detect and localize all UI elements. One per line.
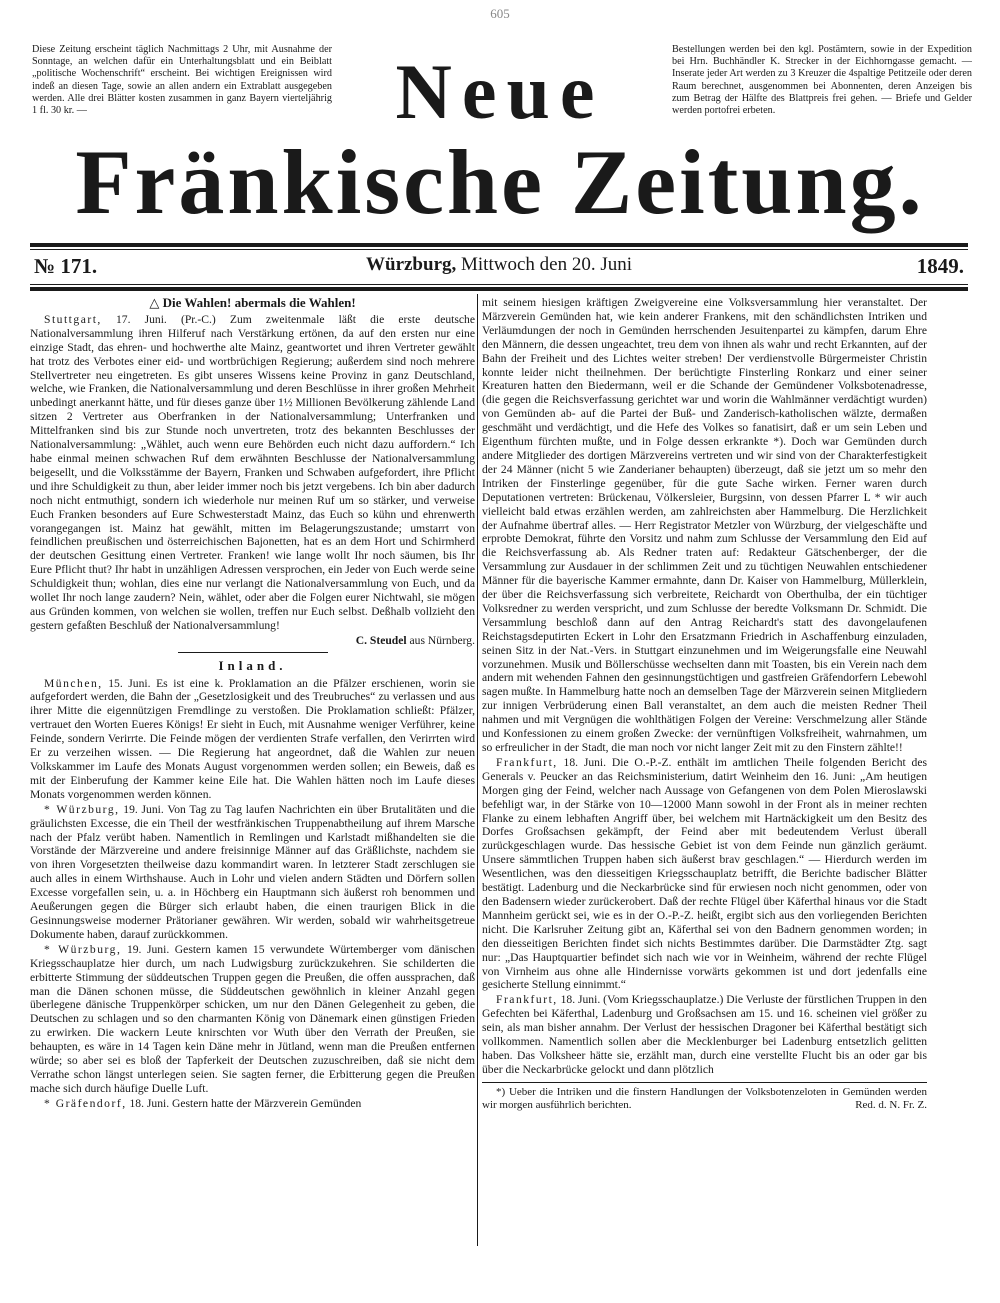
- footnote: *) Ueber die Intriken und die finstern Handlungen der Volksbotenzeloten in Gemünden werden wir morgen ausführlich berichten. Red. d. N. Fr. Z.: [482, 1085, 927, 1111]
- article-place: München,: [44, 676, 103, 690]
- dateline-rule-thin: [30, 284, 968, 285]
- dateline-date: Mittwoch den 20. Juni: [461, 254, 632, 275]
- footnote-divider: [482, 1082, 927, 1083]
- masthead-title-top: Neue: [395, 48, 605, 135]
- left-column: [30, 296, 475, 1286]
- masthead-title-main: Fränkische Zeitung.: [75, 131, 925, 233]
- masthead-rule-top: [30, 243, 968, 247]
- dateline-place: [30, 254, 968, 276]
- footnote-signature: Red. d. N. Fr. Z.: [855, 1098, 927, 1111]
- article-place: Stuttgart,: [44, 312, 102, 326]
- masthead-rule-top-thin: [30, 249, 968, 250]
- article-paragraph: * Würzburg, 19. Juni. Gestern kamen 15 verwundete Würtemberger vom dänischen Kriegsschauplatze hier durch, um nach Ludwigsburg zurückzukehren. Sie schilderten die erbitterte Stimmung der süddeutschen Truppen gegen die Preußen, die offen aussprachen, daß man die Dänen schonen müsse, die Süddeutschen gewöhnlich in kleiner Anzahl gegen überlegene dänische Truppenkörper schicken, um nur den Dänen Gelegenheit zu geben, die Deutschen zu schlagen und so den charmanten König von Dänemark einen günstigen Frieden zu erwirken. Die wackern Leute knirschten vor Wuth über den Verrath der Preußen, sie behaupten, es wäre in 14 Tagen kein Däne mehr in Jütland, wenn man die Preußen entfernen würde; so aber sei es bloß der Tapferkeit der Deutschen zuzuschreiben, daß sie nicht dem Verrathe schon längst unterlegen seien. Sie sagten ferner, die Erbitterung gegen die Preußen mache sich durch häufige Duelle Luft.: [30, 942, 475, 1095]
- article-place: * Gräfendorf,: [44, 1096, 127, 1110]
- signature-place: aus Nürnberg.: [409, 633, 475, 647]
- section-divider: [178, 652, 328, 653]
- issue-year: 1849.: [916, 254, 964, 278]
- article-paragraph: Frankfurt, 18. Juni. (Vom Kriegsschauplatze.) Die Verluste der fürstlichen Truppen in den Gefechten bei Käferthal, Ladenburg und Großsachsen am 15. und 16. scheinen viel größer zu sein, als man bisher annahm. Der Verlust der hessischen Dragoner bei Käferthal bestätigt sich vollkommen. Namentlich sollen aber die Mecklenburger bei Ladenburg entsetzlich gelitten haben. Das Volksheer hätte sie, erzählt man, durch eine verstellte Flucht bis an oder gar bis über die Neckarbrücke gelockt und dann plötzlich: [482, 993, 927, 1076]
- article-place: * Würzburg,: [44, 802, 120, 816]
- article-headline: △ Die Wahlen! abermals die Wahlen!: [149, 296, 356, 310]
- article-paragraph: * Würzburg, 19. Juni. Von Tag zu Tag laufen Nachrichten ein über Brutalitäten und die gräulichsten Excesse, die ein Theil der westfränkischen Truppenabtheilung auf ihrem Marsche nach der Pfalz verübt haben. Namentlich in Remlingen und Karlstadt mißhandelten sie die Vorstände der Märzvereine und andere freisinnige Männer auf das Gräßlichste, nachdem sie von ihren Vorgesetzten theilweise dazu kommandirt waren. In letzterer Stadt zerschlugen sie auch alles in einem Wirthshause. Auch in Lohr und vielen andern Städten und Dörfern sollen Excesse vorgefallen sein, u. a. in Höchberg ein Hauptmann sich äußerst roh benommen und Aeußerungen gegen die Bürger sich erlaubt haben, die einen traurigen Blick in die Gesinnungsweise moderner Prätorianer gewähren. Wir werden, sobald wir wahrheitsgetreue Dokumente haben, darauf zurückkommen.: [30, 802, 475, 941]
- article-place: Frankfurt,: [496, 993, 558, 1007]
- section-heading-inland: Inland.: [218, 657, 287, 673]
- dateline: [30, 254, 968, 282]
- right-column: [482, 296, 927, 1286]
- masthead: [28, 22, 972, 240]
- article-paragraph: Frankfurt, 18. Juni. Die O.-P.-Z. enthält im amtlichen Theile folgenden Bericht des Generals v. Peucker an das Reichsministerium, datirt Weinheim den 16. Juni: „Am heutigen Morgen ging der Feind, welcher nach Aussage von Gefangenen von dem Polen Mieroslawski befehligt war, in der Stärke von 10—12000 Mann sowohl in der Front als in meiner rechten Flanke zu einem lebhaften Angriff über, bei welchem mit Hartnäckigkeit um den Besitz des Dorfes Großsachsen gekämpft, der Feind aber mit bedeutendem Verlust überall zurückgeschlagen wurde. Das hessische Gebiet ist von dem Feinde nun gänzlich geräumt. Unsere sämmtlichen Truppen haben sich äußerst brav geschlagen.“ — Hierdurch werden im Wesentlichen, was den diesseitigen Kriegsschauplatz betrifft, die Berichte badischer Blätter bestätigt. Ladenburg und die Neckarbrücke sind für erwiesen noch nicht genommen, oder von den Badensern wieder zurückerobert. Daß der rechte Flügel über Käferthal hinaus vor die Stadt Mannheim gerückt sei, wie es in der O.-P.-Z. heißt, ergibt sich aus den vorliegenden Berichten nicht. Die Karlsruher Zeitung gibt an, Käferthal sei von den Badnern genommen worden; in den diesseitigen Berichten findet sich nichts Bestimmtes darüber. Die Darmstädter Ztg. sagt nur: „Das Hauptquartier befindet sich nach wie vor in Weinheim, während der rechte Flügel von Virnheim aus ohne alle Hindernisse vorwärts gekommen ist und dort jedenfalls eine gesicherte Stellung einnimmt.“: [482, 755, 927, 992]
- signature-name: C. Steudel: [355, 633, 407, 647]
- article-paragraph: * Gräfendorf, 18. Juni. Gestern hatte der Märzverein Gemünden: [44, 1096, 362, 1110]
- masthead-ear-right: Bestellungen werden bei den kgl. Postämtern, sowie in der Expedition bei Hrn. Buchhändler K. Strecker in der Eichhorngasse gemacht. — Inserate jeder Art werden zu 3 Kreuzer die 4spaltige Petitzeile oder deren Raum berechnet, ausgenommen bei Abonnenten, deren Anzeigen bis zum Betrag der Hälfte des Blattpreis frei gehen. — Briefe und Gelder werden portofrei erbeten.: [672, 44, 972, 117]
- article-signature: [30, 634, 475, 648]
- article-paragraph: München, 15. Juni. Es ist eine k. Proklamation an die Pfälzer erschienen, worin sie aufgefordert werden, die Bahn der „Gesetzlosigkeit und des Treubruches“ zu verlassen und aus ihrer Mitte die eigennützigen Fremdlinge zu verstoßen. Die Proklamation schließt: Pfälzer, vertrauet den Worten Eueres Königs! Er sieht in Euch, mit Ausnahme weniger Verführer, keine Feinde, sondern Verirrte. Die Feinde mögen der verdienten Strafe verfallen, den Verirrten wird Er zu verzeihen wissen. — Die Regierung hat angeordnet, daß die Wahlen zur neuen Volkskammer im Laufe des Monats August vorgenommen werden sollen; ein Beweis, daß es mit der Einberufung der Kammer keine Eile hat. Die Wahlen hätten noch im Laufe dieses Monats vorgenommen werden können.: [30, 676, 475, 801]
- page-number: 605: [490, 6, 510, 21]
- issue-number: № 171.: [34, 254, 98, 278]
- article-paragraph: Stuttgart, 17. Juni. (Pr.-C.) Zum zweitenmale läßt die erste deutsche Nationalversammlung ihren Hilferuf nach Verstärkung ertönen, da auf den ersten nur eine einzige Stadt, das ehren- und hochwerthe alte Mainz, geantwortet und ihren Vertreter gewählt hat trotz des Verbotes einer eid- und wortbrüchigen Regierung; außerdem sind noch mehrere Stellvertreter neu eingetreten. Es gibt unseres Wissens keine Provinz in ganz Deutschland, welche, wie Franken, die Nationalversammlung und deren Beschlüsse in ihrer großen Mehrheit unbedingt anerkannt hätte, und für dieses ganze über 1½ Millionen Bevölkerung zählende Land sitzen 2 Vertreter aus Oberfranken in der Nationalversammlung; Unterfranken und Mittelfranken sind bis zur Stunde noch unvertreten, trotz des bekannten Beschlusses der Nationalversammlung: „Wählet, auch wenn eure Behörden euch nicht dazu auffordern.“ Ich habe einmal meinen schwachen Ruf dem erwähnten Beschlusse der Nationalversammlung beigesellt, und die Volksstämme der Bayern, Franken und Schwaben aufgefordert, ihre Pflicht und ihre Schuldigkeit zu thun, aber leider immer noch bis jetzt vergebens. Ich bin aber dadurch noch nicht entmuthigt, sondern ich wiederhole nur meinen Ruf um so stärker, und verweise Euch Franken besonders auf Eure Schwesterstadt Mainz, das Euch so kühn und ehrenwerth vorangegangen ist. Mainz hat gewählt, mitten im Belagerungszustande; umstarrt von feindlichen preußischen und österreichischen Bajonetten, hat es an dem Hort und Schirmherd der deutschen Gesittung einen Vertreter. Franken! wie lange wollt Ihr noch säumen, bis Ihr Eure Pflicht thut? Ihr habt in unzähligen Adressen versprochen, ein Jeder von Euch werde seine Schuldigkeit thun; wohlan, dies eine nur verlangt die Nationalversammlung von Euch, und da wollet Ihr noch lange zaudern? Nein, wählet, oder aber die Folgen eurer Nichtwahl, sie mögen aus Gründen kommen, von welchen sie wollen, treffen nur Euch selbst. Deßhalb vollzieht den gestern gefaßten Beschluß der Nationalversammlung!: [30, 312, 475, 632]
- article-place: * Würzburg,: [44, 942, 122, 956]
- triangle-icon: △: [149, 296, 160, 310]
- article-place: Frankfurt,: [496, 755, 558, 769]
- article-paragraph: mit seinem hiesigen kräftigen Zweigvereine eine Volksversammlung hier veranstaltet. Der Märzverein Gemünden hat, wie kein anderer Frankens, mit den schändlichsten Intriken und Verläumdungen der noch in Gemünden herrschenden Jesuitenpartei zu kämpfen, darum Ehre den Männern, die dessen ungeachtet, treu dem von ihnen als wahr und recht Erkannten, auf der Bahn der Freiheit und des Lichtes weiter streben! Der verdienstvolle Bürgermeister Christin konnte leider nicht theilnehmen. Der berüchtigte Finsterling Ronkarz und einer seiner Kreaturen hatten den Biedermann, weil er die Schande der Gemündener Volksbotenadresse, (die gegen die Reichsverfassung gerichtet war und worin die Wahlmänner verdächtigt wurden) von Gemünden ab- auf die Partei der Buß- und Zanderisch-katholischen wälzte, dermaßen geschmäht und verdächtigt, und die Hefe des Volkes so fanatisirt, daß er um sein Leben und Eigenthum fürchten mußte, und in Folge dessen erkrankte *). Doch war Gemünden durch andere Mitglieder des dortigen Märzvereins vertreten und wir sind von der Charakterfestigkeit der 24 Männer (nicht 5 wie Zanderianer behaupten) überzeugt, daß sie jetzt um so mehr den Intriken der Finsterlinge gegenüber, für die gute Sache wirken. Ferner waren durch Deputationen vertreten: Brückenau, Völkersleier, Burgsinn, von dessen Pfarrer L * wir auch vielleicht bald etwas erzählen werden, am zahlreichsten aber Hammelburg. Die Herzlichkeit der Aufnahme übertraf alles. — Herr Registrator Metzler von Würzburg, der vielgeschäfte und erprobte Demokrat, führte den Vorsitz und nahm zum Schlusse der Versammlung den Eid auf die Reichsverfassung ab. Als Redner traten auf: Redakteur Gätschenberger, der die Versammlung zur Ausdauer in der schlimmen Zeit und zu tüchtigen Neuwahlen entschiedener Männer für die bayerische Kammer ermahnte, dann Dr. Kaiser von Hammelburg, Müllerklein, der über die Reichsverfassung sich verbreitete, Reichardt von Oberthulba, der ein tüchtiger Volksredner zu werden verspricht, und zum Schlusse der beredte Volksmann Dr. Schmidt. Die Versammlung beschloß dann auf den Antrag Reichardt's statt des davongelaufenen Reichstagsdeputirten Eckert in Lohr den Ersatzmann Friedrich in Aschaffenburg einzuladen, seinen Sitz in der Nat.-Vers. in Stuttgart einzunehmen und im Weigerungsfalle eine Neuwahl vorzunehmen. Musik und Böllerschüsse wechselten dann mit Toasten, bis ein Verein nach dem andern mit wehenden Fahnen den gesinnungstüchtigen und gastfreien Gräfendorfern Lebewohl sagen mußte. In Hammelburg hatte noch an demselben Tage der Märzverein seinen Mitgliedern zur innigen Verbrüderung einen Ball veranstaltet, an dem auch die meisten Redner Theil nahmen und mit Vergnügen die wohlthätigen Folgen der Vereine: Verschmelzung aller Stände und Konfessionen zu einem großen Zwecke: der vernünftigen Volksfreiheit, wahrnahmen, um so erfreulicher in der Stadt, die man noch vor nicht langer Zeit mit zu den Finstern zählte!!: [482, 296, 927, 754]
- masthead-ear-left: Diese Zeitung erscheint täglich Nachmittags 2 Uhr, mit Ausnahme der Sonntage, an welchen dafür ein Unterhaltungsblatt und ein Beiblatt „politische Wochenschrift“ erscheint. Bei wichtigen Ereignissen wird indeß an diesen Tage, sowie an allen andern ein Extrablatt ausgegeben werden. Alle drei Blätter kosten zusammen in ganz Bayern vierteljährig 1 fl. 30 kr. —: [32, 44, 332, 117]
- column-divider: [477, 294, 478, 1246]
- dateline-city: Würzburg,: [366, 254, 457, 275]
- dateline-rule-thick: [30, 287, 968, 291]
